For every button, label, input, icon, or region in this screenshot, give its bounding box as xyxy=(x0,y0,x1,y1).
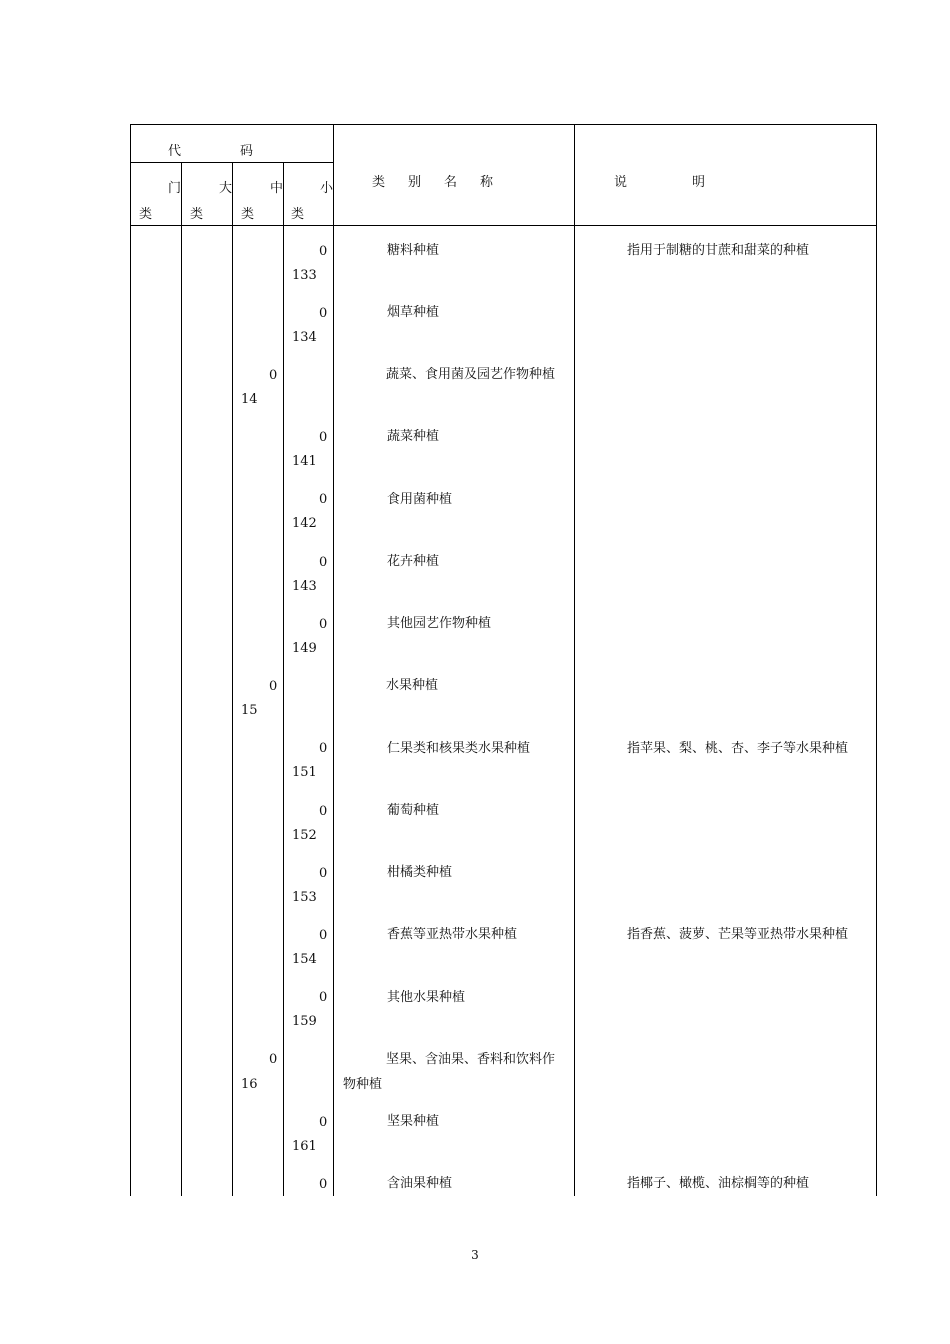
zhong-xiao-divider xyxy=(283,162,284,1196)
code-name-divider xyxy=(333,124,334,1196)
code-prefix: 0 xyxy=(319,306,328,321)
header-xiao-char: 小 xyxy=(320,181,334,196)
header-men-char: 类 xyxy=(139,207,153,222)
header-men-char: 门 xyxy=(168,181,182,196)
header-bottom-border xyxy=(130,225,877,226)
men-da-divider xyxy=(181,162,182,1196)
header-desc-char: 明 xyxy=(692,175,706,190)
code-suffix: 161 xyxy=(292,1139,317,1154)
code-suffix: 152 xyxy=(292,828,317,843)
table-left-border xyxy=(130,124,131,1196)
code-prefix: 0 xyxy=(319,1177,328,1192)
category-description: 指香蕉、菠萝、芒果等亚热带水果种植 xyxy=(627,927,849,942)
code-prefix: 0 xyxy=(319,492,328,507)
table-right-border xyxy=(876,124,877,1196)
code-suffix: 154 xyxy=(292,952,317,967)
header-da-char: 大 xyxy=(219,181,233,196)
code-prefix: 0 xyxy=(319,928,328,943)
category-name: 花卉种植 xyxy=(387,554,440,569)
code-suffix: 15 xyxy=(241,703,258,718)
code-prefix: 0 xyxy=(319,990,328,1005)
code-prefix: 0 xyxy=(319,555,328,570)
header-da-char: 类 xyxy=(190,207,204,222)
category-name: 坚果种植 xyxy=(387,1114,440,1129)
code-suffix: 16 xyxy=(241,1077,258,1092)
header-xiao-char: 类 xyxy=(291,207,305,222)
code-prefix: 0 xyxy=(319,866,328,881)
code-suffix: 151 xyxy=(292,765,317,780)
category-name: 蔬菜、食用菌及园艺作物种植 xyxy=(386,367,556,382)
code-prefix: 0 xyxy=(319,617,328,632)
code-prefix: 0 xyxy=(319,430,328,445)
header-code-char: 代 xyxy=(168,144,182,159)
code-prefix: 0 xyxy=(269,679,278,694)
category-name: 含油果种植 xyxy=(387,1176,453,1191)
code-prefix: 0 xyxy=(319,804,328,819)
code-suffix: 133 xyxy=(292,268,317,283)
code-suffix: 153 xyxy=(292,890,317,905)
category-name: 烟草种植 xyxy=(387,305,440,320)
code-prefix: 0 xyxy=(319,741,328,756)
header-zhong-char: 中 xyxy=(270,181,284,196)
header-name-char: 名 xyxy=(444,175,458,190)
code-suffix: 143 xyxy=(292,579,317,594)
category-description: 指苹果、梨、桃、杏、李子等水果种植 xyxy=(627,741,849,756)
category-name: 其他水果种植 xyxy=(387,990,466,1005)
category-name: 仁果类和核果类水果种植 xyxy=(387,741,531,756)
category-name: 葡萄种植 xyxy=(387,803,440,818)
category-name: 柑橘类种植 xyxy=(387,865,453,880)
code-suffix: 149 xyxy=(292,641,317,656)
code-suffix: 142 xyxy=(292,516,317,531)
page-number: 3 xyxy=(471,1248,479,1262)
category-description: 指用于制糖的甘蔗和甜菜的种植 xyxy=(627,243,810,258)
header-desc-char: 说 xyxy=(614,175,628,190)
code-suffix: 134 xyxy=(292,330,317,345)
header-name-char: 类 xyxy=(372,175,386,190)
code-prefix: 0 xyxy=(269,1052,278,1067)
code-suffix: 14 xyxy=(241,392,258,407)
category-name: 水果种植 xyxy=(386,678,439,693)
category-name: 坚果、含油果、香料和饮料作物种植 xyxy=(343,1052,556,1092)
table-top-border xyxy=(130,124,877,125)
header-zhong-char: 类 xyxy=(241,207,255,222)
code-prefix: 0 xyxy=(319,1115,328,1130)
header-code-char: 码 xyxy=(240,144,254,159)
header-name-char: 称 xyxy=(480,175,494,190)
category-name: 糖料种植 xyxy=(387,243,440,258)
category-description: 指椰子、橄榄、油棕榈等的种植 xyxy=(627,1176,810,1191)
category-name: 蔬菜种植 xyxy=(387,429,440,444)
name-desc-divider xyxy=(574,124,575,1196)
code-suffix: 159 xyxy=(292,1014,317,1029)
code-prefix: 0 xyxy=(319,244,328,259)
code-suffix: 141 xyxy=(292,454,317,469)
category-name: 其他园艺作物种植 xyxy=(387,616,492,631)
header-name-char: 别 xyxy=(408,175,422,190)
category-name: 香蕉等亚热带水果种植 xyxy=(387,927,518,942)
code-prefix: 0 xyxy=(269,368,278,383)
category-name: 食用菌种植 xyxy=(387,492,453,507)
da-zhong-divider xyxy=(232,162,233,1196)
